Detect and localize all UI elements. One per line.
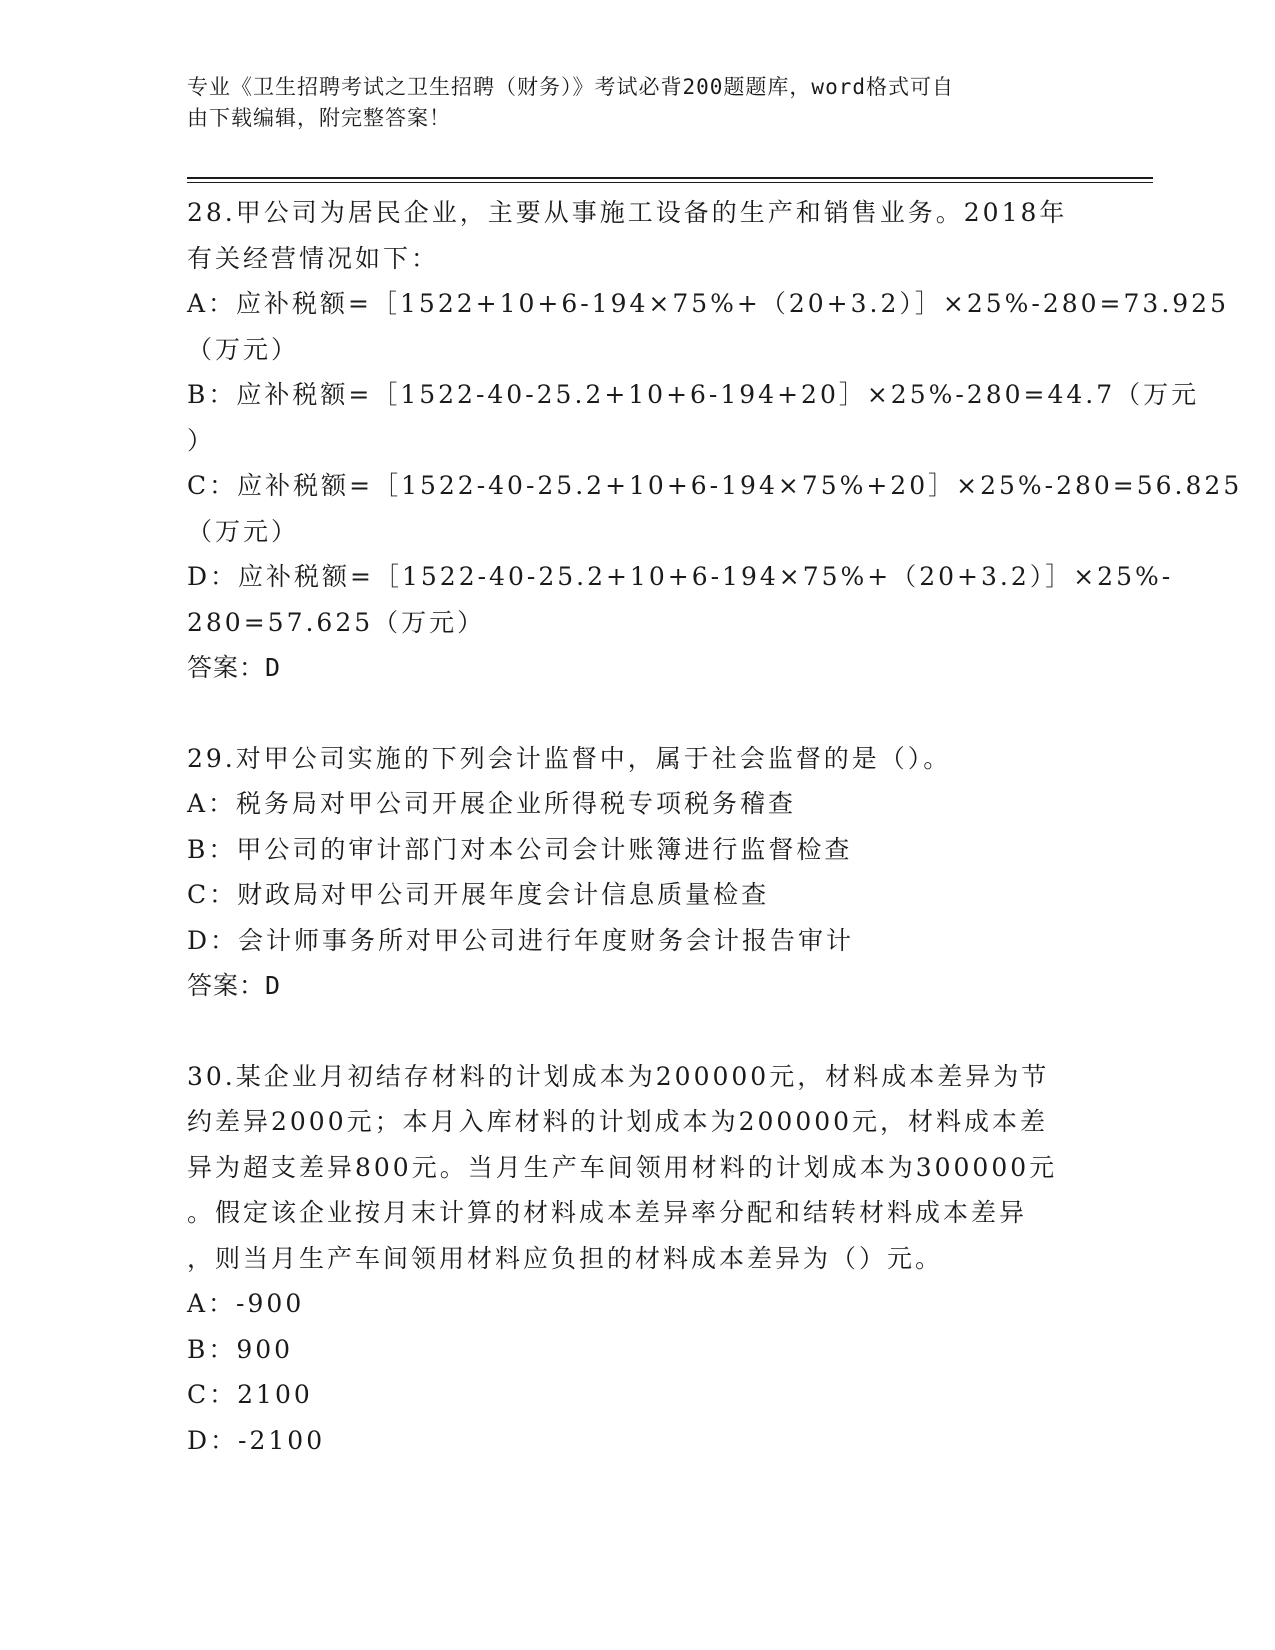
option-d: D：-2100 — [187, 1425, 326, 1455]
option-a: A：税务局对甲公司开展企业所得税专项税务稽查 — [187, 789, 797, 818]
question-stem: 。假定该企业按月末计算的材料成本差异率分配和结转材料成本差异 — [187, 1198, 1028, 1227]
question-list — [187, 190, 1243, 1463]
question-stem: 30.某企业月初结存材料的计划成本为200000元，材料成本差异为节 — [187, 1061, 1050, 1091]
header-divider-thin — [187, 182, 1153, 183]
option-a: （万元） — [187, 334, 300, 364]
header-divider-thick — [187, 177, 1153, 179]
spacer — [187, 1009, 1087, 1054]
option-c: C：财政局对甲公司开展年度会计信息质量检查 — [187, 880, 770, 909]
question-30 — [187, 1054, 1087, 1464]
option-b: ） — [187, 425, 216, 455]
header-line: 专业《卫生招聘考试之卫生招聘（财务）》考试必背200题题库，word格式可自 — [187, 75, 954, 99]
option-c: C：应补税额=［1522-40-25.2+10+6-194×75%+20］×25%-280=56.825 — [187, 471, 1243, 500]
option-a: A：应补税额=［1522+10+6-194×75%+（20+3.2）］×25%-280=73.925 — [187, 289, 1229, 318]
answer-label: 答案：D — [187, 971, 282, 1000]
question-stem: 28.甲公司为居民企业，主要从事施工设备的生产和销售业务。2018年 — [187, 198, 1068, 227]
option-d: D：应补税额=［1522-40-25.2+10+6-194×75%+（20+3.2）］×25%- — [187, 562, 1174, 591]
option-c: （万元） — [187, 516, 300, 546]
question-29 — [187, 736, 1087, 1009]
option-d: D：会计师事务所对甲公司进行年度财务会计报告审计 — [187, 925, 855, 955]
question-stem: ，则当月生产车间领用材料应负担的材料成本差异为（）元。 — [187, 1243, 944, 1273]
option-d: 280=57.625（万元） — [187, 607, 486, 637]
spacer — [187, 691, 1087, 736]
document-header — [187, 72, 1067, 134]
answer-label: 答案：D — [187, 653, 282, 682]
question-stem: 约差异2000元；本月入库材料的计划成本为200000元，材料成本差 — [187, 1107, 1049, 1136]
option-b: B：应补税额=［1522-40-25.2+10+6-194+20］×25%-280=44.7（万元 — [187, 380, 1200, 409]
header-line: 由下载编辑，附完整答案！ — [187, 106, 451, 130]
option-b: B：甲公司的审计部门对本公司会计账簿进行监督检查 — [187, 834, 853, 864]
option-c: C：2100 — [187, 1380, 313, 1409]
question-28 — [187, 190, 1243, 691]
question-stem: 有关经营情况如下： — [187, 243, 440, 273]
option-a: A：-900 — [187, 1289, 305, 1318]
option-b: B：900 — [187, 1334, 294, 1364]
question-stem: 异为超支差异800元。当月生产车间领用材料的计划成本为300000元 — [187, 1152, 1058, 1182]
question-stem: 29.对甲公司实施的下列会计监督中，属于社会监督的是（）。 — [187, 743, 952, 773]
